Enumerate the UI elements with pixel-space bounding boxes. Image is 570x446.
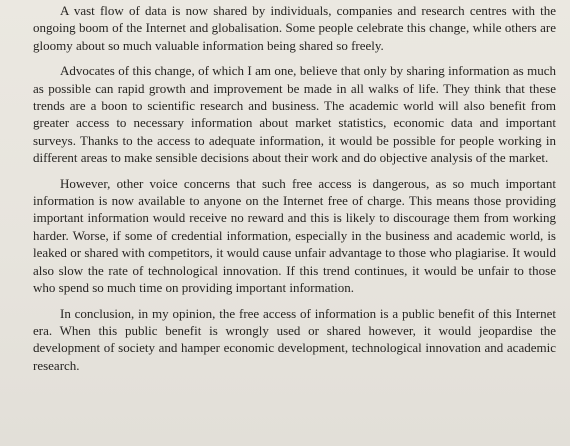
paragraph-opposition: However, other voice concerns that such free access is dangerous, as so much important information is now available to anyone on the Internet free of charge. This means those providing important information would receive no reward and this is likely to discourage them from working harder. Worse, if some of credential information, especially in the business and academic world, is leaked or shared with competitors, it would cause unfair advantage to those who plagiarise. It would also slow the rate of technological innovation. If this trend continues, it would be unfair to those who spend so much time on providing important information. <box>33 175 556 296</box>
paragraph-introduction: A vast flow of data is now shared by individuals, companies and research centres with the ongoing boom of the Internet and globalisation. Some people celebrate this change, while others are gloomy about so much valuable information being shared so freely. <box>33 3 556 53</box>
paragraph-advocates: Advocates of this change, of which I am one, believe that only by sharing information as much as possible can rapid growth and improvement be made in all walks of life. They think that these trends are a boon to scientific research and business. The academic world will also benefit from greater access to necessary information about market statistics, economic data and important surveys. Thanks to the access to adequate information, it would be possible for people working in different areas to make sensible decisions about their work and do objective analysis of the market. <box>33 63 556 166</box>
essay-body <box>33 2 556 374</box>
paragraph-conclusion: In conclusion, in my opinion, the free access of information is a public benefit of this Internet era. When this public benefit is wrongly used or shared however, it would jeopardise the development of society and hamper economic development, technological innovation and academic research. <box>33 305 556 373</box>
